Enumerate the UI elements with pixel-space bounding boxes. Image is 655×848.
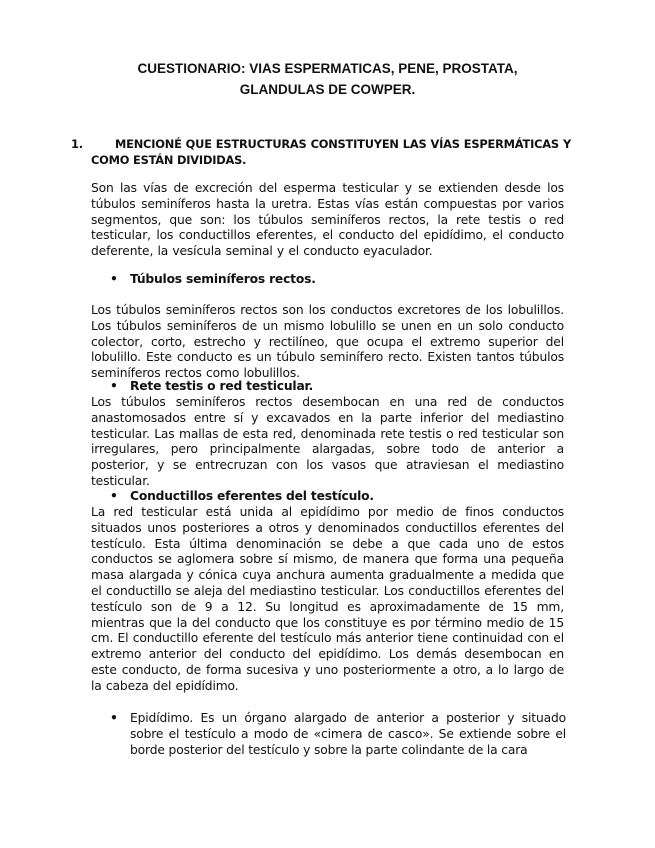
question-heading [71,136,571,168]
section-heading-text: Conductillos eferentes del testículo. [130,489,374,503]
section-paragraph-rete-testis: Los túbulos seminíferos rectos desembocan en una red de conductos anastomosados entre sí y excavados en la parte inferior del mediastino testicular. Las mallas de esta red, denominada rete testis o red testicular son irregulares, pero principalmente alargadas, sobre todo de anterior a posterior, y se entrecruzan con los vasos que atraviesan el mediastino testicular. [91,395,564,488]
section-heading-tubulos [110,272,565,288]
question-number: 1. [71,137,83,151]
section-heading-rete-testis [110,379,565,395]
bullet-icon: • [110,489,118,503]
section-paragraph-conductillos: La red testicular está unida al epidídimo por medio de finos conductos situados unos posteriores a otros y denominados conductillos eferentes del testículo. Esta última denominación se debe a que cada uno de estos conductos se aglomera sobre sí mismo, de manera que forma una pequeña masa alargada y cónica cuya anchura aumenta gradualmente a medida que el conductillo se aleja del mediastino testicular. Los conductillos eferentes del testículo son de 9 a 12. Su longitud es aproximadamente de 15 mm, mientras que la del conducto que los constituye es por término medio de 15 cm. El conductillo eferente del testículo más anterior tiene continuidad con el extremo anterior del conducto del epidídimo. Los demás desembocan en este conducto, de forma sucesiva y uno posteriormente a otro, a lo largo de la cabeza del epidídimo. [91,505,564,693]
section-heading-text: Túbulos seminíferos rectos. [130,272,316,286]
question-text: MENCIONÉ QUE ESTRUCTURAS CONSTITUYEN LAS VÍAS ESPERMÁTICAS Y COMO ESTÁN DIVIDIDAS. [91,137,571,167]
bullet-icon: • [110,379,118,393]
intro-paragraph: Son las vías de excreción del esperma testicular y se extienden desde los túbulos seminíferos hasta la uretra. Estas vías están compuestas por varios segmentos, que son: los túbulos seminíferos rectos, la rete testis o red testicular, los conductillos eferentes, el conducto del epidídimo, el conducto deferente, la vesícula seminal y el conducto eyaculador. [91,181,564,259]
document-title-line-2: GLANDULAS DE COWPER. [239,82,416,97]
section-heading-conductillos [110,489,565,505]
bullet-icon: • [110,711,118,725]
section-heading-text: Rete testis o red testicular. [130,379,314,393]
epididimo-text: Epidídimo. Es un órgano alargado de anterior a posterior y situado sobre el testículo a modo de «cimera de casco». Se extiende sobre el borde posterior del testículo y sobre la parte colindante de la cara [130,711,566,757]
document-title-line-1: CUESTIONARIO: VIAS ESPERMATICAS, PENE, PROSTATA, [137,61,518,76]
bullet-icon: • [110,272,118,286]
list-item-epididimo [110,711,566,758]
section-paragraph-tubulos: Los túbulos seminíferos rectos son los conductos excretores de los lobulillos. Los túbulos seminíferos de un mismo lobulillo se unen en un solo conducto colector, corto, estrecho y rectilíneo, que ocupa el extremo superior del lobulillo. Este conducto es un túbulo seminífero recto. Existen tantos túbulos seminíferos rectos como lobulillos. [91,303,564,381]
